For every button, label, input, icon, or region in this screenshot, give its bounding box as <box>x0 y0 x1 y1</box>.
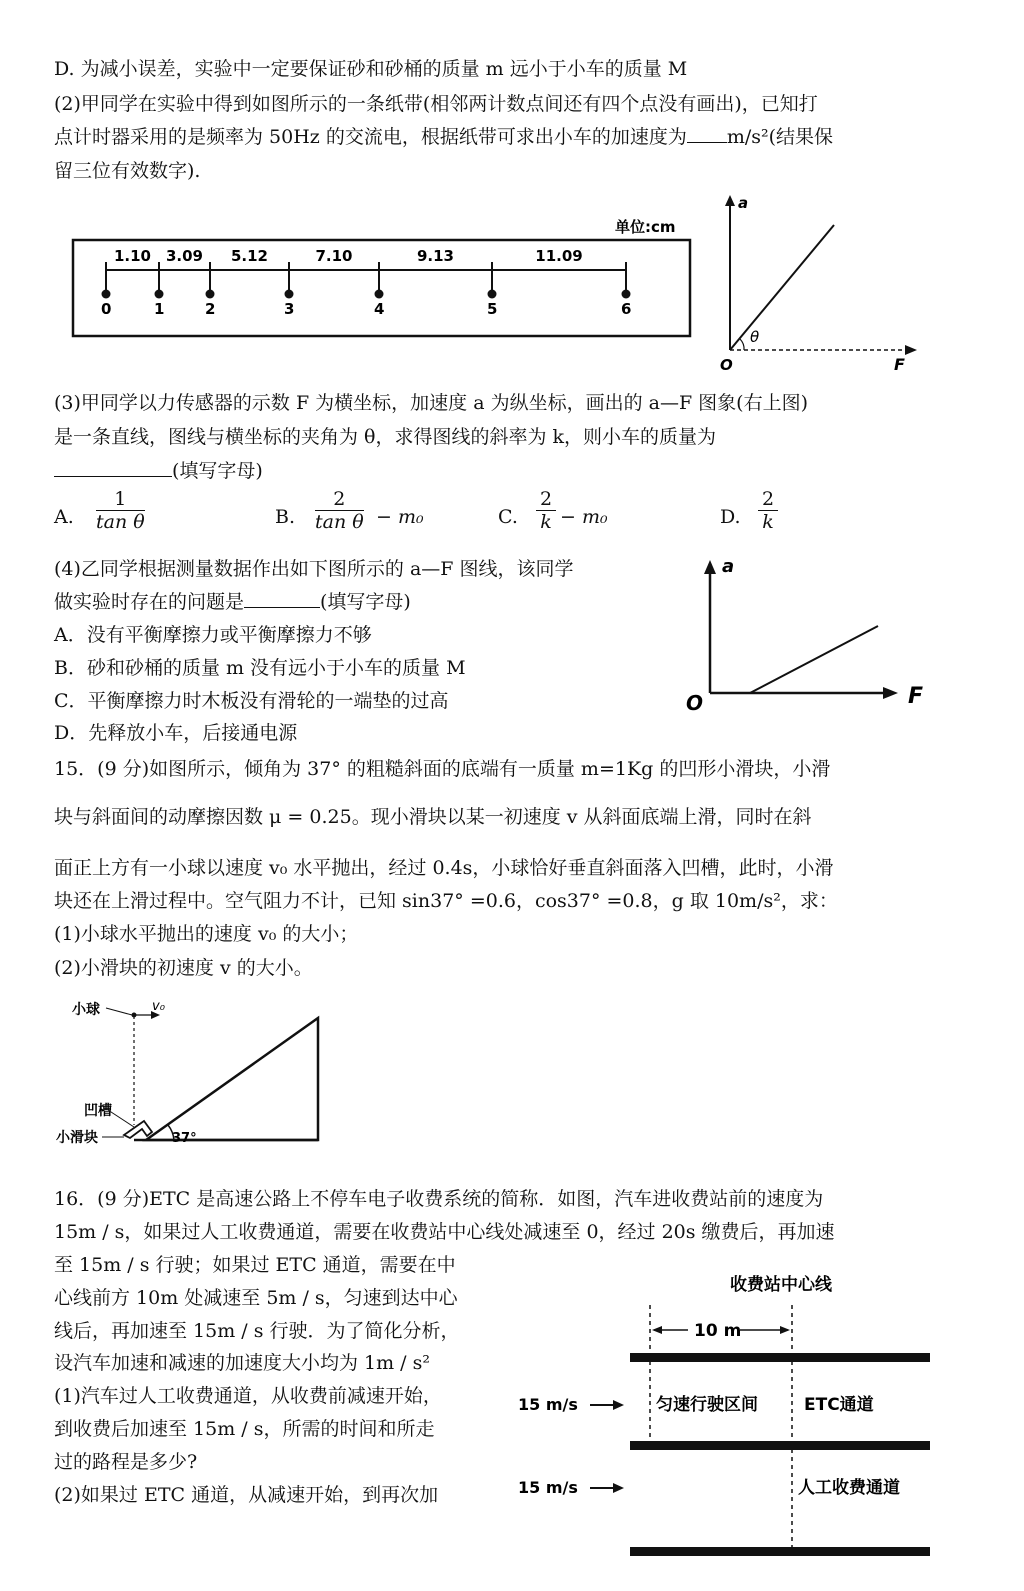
part2-line3: 留三位有效数字). <box>54 160 201 182</box>
incline-triangle <box>146 1018 318 1140</box>
part4-line1: (4)乙同学根据测量数据作出如下图所示的 a—F 图线，该同学 <box>54 558 574 580</box>
option-d-numerator: 2 <box>758 488 778 511</box>
lane-bar-middle <box>630 1441 930 1450</box>
graph1-y-label: a <box>738 194 749 212</box>
tape-segment-6: 11.09 <box>535 247 583 265</box>
part3-line3-text: (填写字母) <box>172 460 263 482</box>
part4-line2 <box>54 589 411 615</box>
lane-bar-bottom <box>630 1547 930 1556</box>
q16-question1-b: 到收费后加速至 15m / s，所需的时间和所走 <box>54 1418 435 1440</box>
tape-segment-5: 9.13 <box>416 247 455 265</box>
q15-question2: (2)小滑块的初速度 v 的大小。 <box>54 957 313 979</box>
option-d-fraction <box>758 488 778 533</box>
lane-bar-top <box>630 1353 930 1362</box>
tape-segment-2: 3.09 <box>165 247 204 265</box>
option-d-denominator: k <box>762 511 774 533</box>
dist-arrow-right <box>780 1326 790 1334</box>
option-a-numerator: 1 <box>96 488 145 511</box>
option-a-denominator: tan θ <box>96 511 145 533</box>
angle-label: 37° <box>172 1131 197 1146</box>
option-d-line: D. 为减小误差，实验中一定要保证砂和砂桶的质量 m 远小于小车的质量 M <box>54 58 688 80</box>
center-line-label: 收费站中心线 <box>730 1275 832 1295</box>
speed-etc-label: 15 m/s <box>518 1395 578 1414</box>
q16-line3: 至 15m / s 行驶；如果过 ETC 通道，需要在中 <box>54 1254 456 1276</box>
graph1-theta: θ <box>750 328 760 346</box>
q16-line4: 心线前方 10m 处减速至 5m / s，匀速到达中心 <box>54 1287 458 1309</box>
q15-line2: 块与斜面间的动摩擦因数 μ = 0.25。现小滑块以某一初速度 v 从斜面底端上滑，同时在斜 <box>54 806 812 828</box>
option-a-fraction <box>96 488 145 533</box>
graph1-angle-arc <box>740 339 744 350</box>
part4-option-d[interactable]: D．先释放小车，后接通电源 <box>54 722 298 744</box>
part4-option-b[interactable]: B．砂和砂桶的质量 m 没有远小于小车的质量 M <box>54 657 466 679</box>
q16-question1-a: (1)汽车过人工收费通道，从收费前减速开始， <box>54 1385 442 1407</box>
part2-line2-unit: m/s²(结果保 <box>726 126 834 148</box>
tape-point-4 <box>375 290 384 299</box>
a-F-graph-1 <box>712 190 942 375</box>
q15-line1: 15．(9 分)如图所示，倾角为 37° 的粗糙斜面的底端有一质量 m=1Kg 的凹形小滑块，小滑 <box>54 758 831 780</box>
tape-point-5 <box>488 290 497 299</box>
q16-question1-c: 过的路程是多少? <box>54 1451 198 1473</box>
q16-line5: 线后，再加速至 15m / s 行驶．为了简化分析， <box>54 1320 460 1342</box>
option-c-label[interactable]: C. <box>498 506 518 528</box>
q16-line6: 设汽车加速和减速的加速度大小均为 1m / s² <box>54 1352 430 1374</box>
tape-point-3 <box>285 290 294 299</box>
speed-manual-label: 15 m/s <box>518 1478 578 1497</box>
tape-point-label-1: 1 <box>154 300 165 318</box>
v0-label: v₀ <box>152 999 165 1014</box>
graph2-y-arrow <box>704 560 716 574</box>
option-c-tail: − m₀ <box>560 506 608 528</box>
dist-arrow-left <box>652 1326 662 1334</box>
tape-point-label-3: 3 <box>284 300 295 318</box>
part3-line1: (3)甲同学以力传感器的示数 F 为横坐标，加速度 a 为纵坐标，画出的 a—F 图象(右上图) <box>54 392 808 414</box>
q16-question2-a: (2)如果过 ETC 通道，从减速开始，到再次加 <box>54 1484 439 1506</box>
graph2-y-label: a <box>722 556 735 577</box>
answer-blank-problem[interactable] <box>244 589 320 608</box>
part2-line2-text: 点计时器采用的是频率为 50Hz 的交流电，根据纸带可求出小车的加速度为 <box>54 126 687 148</box>
graph2-x-label: F <box>908 684 924 709</box>
option-b-numerator: 2 <box>315 488 364 511</box>
manual-lane-label: 人工收费通道 <box>798 1478 900 1498</box>
ball-leader <box>106 1008 132 1015</box>
incline-figure <box>56 990 346 1160</box>
part4-line2-text: 做实验时存在的问题是 <box>54 591 245 613</box>
tape-point-label-6: 6 <box>621 300 632 318</box>
graph1-origin: O <box>720 356 733 374</box>
graph1-x-label: F <box>894 355 905 374</box>
option-b-denominator: tan θ <box>315 511 364 533</box>
groove-label: 凹槽 <box>84 1103 112 1119</box>
option-b-tail: − m₀ <box>376 506 424 528</box>
tape-point-0 <box>102 290 111 299</box>
option-c-denominator: k <box>540 511 552 533</box>
uniform-zone-label: 匀速行驶区间 <box>656 1395 758 1415</box>
tape-point-label-0: 0 <box>101 300 112 318</box>
q15-line4: 块还在上滑过程中。空气阻力不计，已知 sin37° =0.6，cos37° =0.8，g 取 10m/s²，求： <box>54 890 838 912</box>
dist-label: 10 m <box>694 1321 742 1341</box>
option-b-label[interactable]: B. <box>275 506 296 528</box>
toll-station-figure <box>508 1260 938 1570</box>
tape-segment-1: 1.10 <box>113 247 152 265</box>
option-b-fraction <box>315 488 364 533</box>
part4-option-c[interactable]: C．平衡摩擦力时木板没有滑轮的一端垫的过高 <box>54 690 449 712</box>
graph2-line <box>750 626 878 693</box>
tape-point-6 <box>622 290 631 299</box>
graph1-line <box>730 225 834 350</box>
paper-tape-figure <box>70 210 700 340</box>
tape-point-1 <box>155 290 164 299</box>
tape-point-2 <box>206 290 215 299</box>
speed-etc-arrowhead <box>613 1400 624 1410</box>
part3-line2: 是一条直线，图线与横坐标的夹角为 θ，求得图线的斜率为 k，则小车的质量为 <box>54 426 717 448</box>
ball-label: 小球 <box>72 1002 100 1018</box>
speed-manual-arrowhead <box>613 1483 624 1493</box>
etc-lane-label: ETC通道 <box>804 1395 874 1415</box>
answer-blank-acceleration[interactable] <box>687 124 727 143</box>
tape-point-label-5: 5 <box>487 300 498 318</box>
answer-blank-mass[interactable] <box>54 458 172 477</box>
tape-unit: 单位:cm <box>615 218 676 236</box>
part4-line2-tail: (填写字母) <box>320 591 411 613</box>
q16-line1: 16．(9 分)ETC 是高速公路上不停车电子收费系统的简称．如图，汽车进收费站前的速度为 <box>54 1188 824 1210</box>
option-c-fraction <box>536 488 556 533</box>
graph2-origin: O <box>686 691 704 715</box>
graph1-x-arrow <box>905 345 917 355</box>
part4-option-a[interactable]: A．没有平衡摩擦力或平衡摩擦力不够 <box>54 624 372 646</box>
part3-line3 <box>54 458 263 484</box>
option-c-numerator: 2 <box>536 488 556 511</box>
q16-line2: 15m / s，如果过人工收费通道，需要在收费站中心线处减速至 0，经过 20s 缴费后，再加速 <box>54 1221 835 1243</box>
q15-question1: (1)小球水平抛出的速度 v₀ 的大小； <box>54 923 359 945</box>
graph2-x-arrow <box>883 687 898 699</box>
tape-point-label-4: 4 <box>374 300 385 318</box>
option-a-label[interactable]: A. <box>54 506 74 528</box>
q15-line3: 面正上方有一小球以速度 v₀ 水平抛出，经过 0.4s，小球恰好垂直斜面落入凹槽，此时，小滑 <box>54 857 834 879</box>
block-label: 小滑块 <box>56 1130 98 1146</box>
option-d-label[interactable]: D. <box>720 506 741 528</box>
graph1-y-arrow <box>725 195 735 206</box>
tape-segment-3: 5.12 <box>230 247 269 265</box>
tape-segment-4: 7.10 <box>315 247 353 265</box>
a-F-graph-2 <box>680 548 940 718</box>
tape-point-label-2: 2 <box>205 300 216 318</box>
part2-line2 <box>54 124 833 150</box>
part2-line1: (2)甲同学在实验中得到如图所示的一条纸带(相邻两计数点间还有四个点没有画出)，已知打 <box>54 93 818 115</box>
